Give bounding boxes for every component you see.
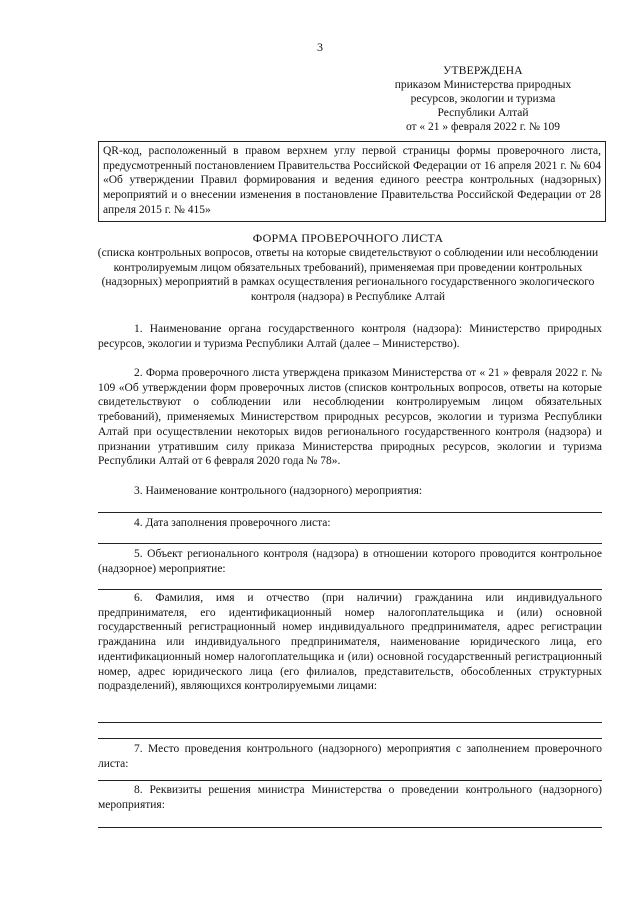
item-2-form-approval: 2. Форма проверочного листа утверждена приказом Министерства от « 21 » февраля 2022 г. № 109 «Об утверждении форм проверочных листов (списков контрольных вопросов, ответы на которые свидетельствуют о соблюдении или несоблюдении контролируемым лицом обязательных требований), применяемых Министерством природных ресурсов, экологии и туризма Республики Алтай при осуществлении некоторых видов регионального государственного контроля (надзора) и признании утратившим силу приказа Министерства природных ресурсов, экологии и туризма Республики Алтай от 6 февраля 2020 года № 78». <box>98 367 602 468</box>
item-6-controlled-person: 6. Фамилия, имя и отчество (при наличии) гражданина или индивидуального предпринимателя, его идентификационный номер налогоплательщика и (или) основной государственный регистрационный номер индивидуального предпринимателя, адрес регистрации гражданина или индивидуального предпринимателя, наименование юридического лица, его идентификационный номер налогоплательщика и (или) основной государственный регистрационный номер, адрес юридического лица (его филиалов, представительств, обособленных структурных подразделений), являющихся контролируемыми лицами: <box>98 592 602 693</box>
fill-line <box>98 512 602 513</box>
approval-stamp <box>388 64 578 134</box>
fill-line <box>98 738 602 739</box>
fill-line <box>98 827 602 828</box>
item-7-event-place: 7. Место проведения контрольного (надзорного) мероприятия с заполнением проверочного листа: <box>98 743 602 770</box>
item-8-decision-details: 8. Реквизиты решения министра Министерства о проведении контрольного (надзорного) мероприятия: <box>98 784 602 811</box>
fill-line <box>98 589 602 590</box>
approval-line: ресурсов, экологии и туризма <box>410 93 556 105</box>
page-number: 3 <box>317 40 323 54</box>
item-1-control-body: 1. Наименование органа государственного контроля (надзора): Министерство природных ресурсов, экологии и туризма Республики Алтай (далее – Министерство). <box>98 323 602 350</box>
fill-line <box>98 543 602 544</box>
form-title: ФОРМА ПРОВЕРОЧНОГО ЛИСТА <box>252 231 444 245</box>
item-5-control-object: 5. Объект регионального контроля (надзора) в отношении которого проводится контрольное (надзорное) мероприятие: <box>98 548 602 575</box>
approval-line: от « 21 » февраля 2022 г. № 109 <box>405 121 561 133</box>
approval-line: приказом Министерства природных <box>394 79 572 91</box>
item-4-fill-date: 4. Дата заполнения проверочного листа: <box>134 517 331 529</box>
fill-line <box>98 780 602 781</box>
approval-heading: УТВЕРЖДЕНА <box>443 65 523 77</box>
fill-line <box>98 722 602 723</box>
item-3-event-name: 3. Наименование контрольного (надзорного) мероприятия: <box>134 485 423 497</box>
qr-code-note-box: QR-код, расположенный в правом верхнем углу первой страницы формы проверочного листа, предусмотренный постановлением Правительства Российской Федерации от 16 апреля 2021 г. № 604 «Об утверждении Правил формирования и ведения единого реестра контрольных (надзорных) мероприятий и о внесении изменения в постановление Правительства Российской Федерации от 28 апреля 2015 г. № 415» <box>98 141 606 222</box>
form-subtitle: (списка контрольных вопросов, ответы на которые свидетельствуют о соблюдении или несоблюдении контролируемым лицом обязательных требований), применяемая при проведении контрольных (надзорных) мероприятий в рамках осуществления регионального государственного экологического контроля (надзора) в Республике Алтай <box>97 247 599 304</box>
approval-line: Республики Алтай <box>437 107 529 119</box>
